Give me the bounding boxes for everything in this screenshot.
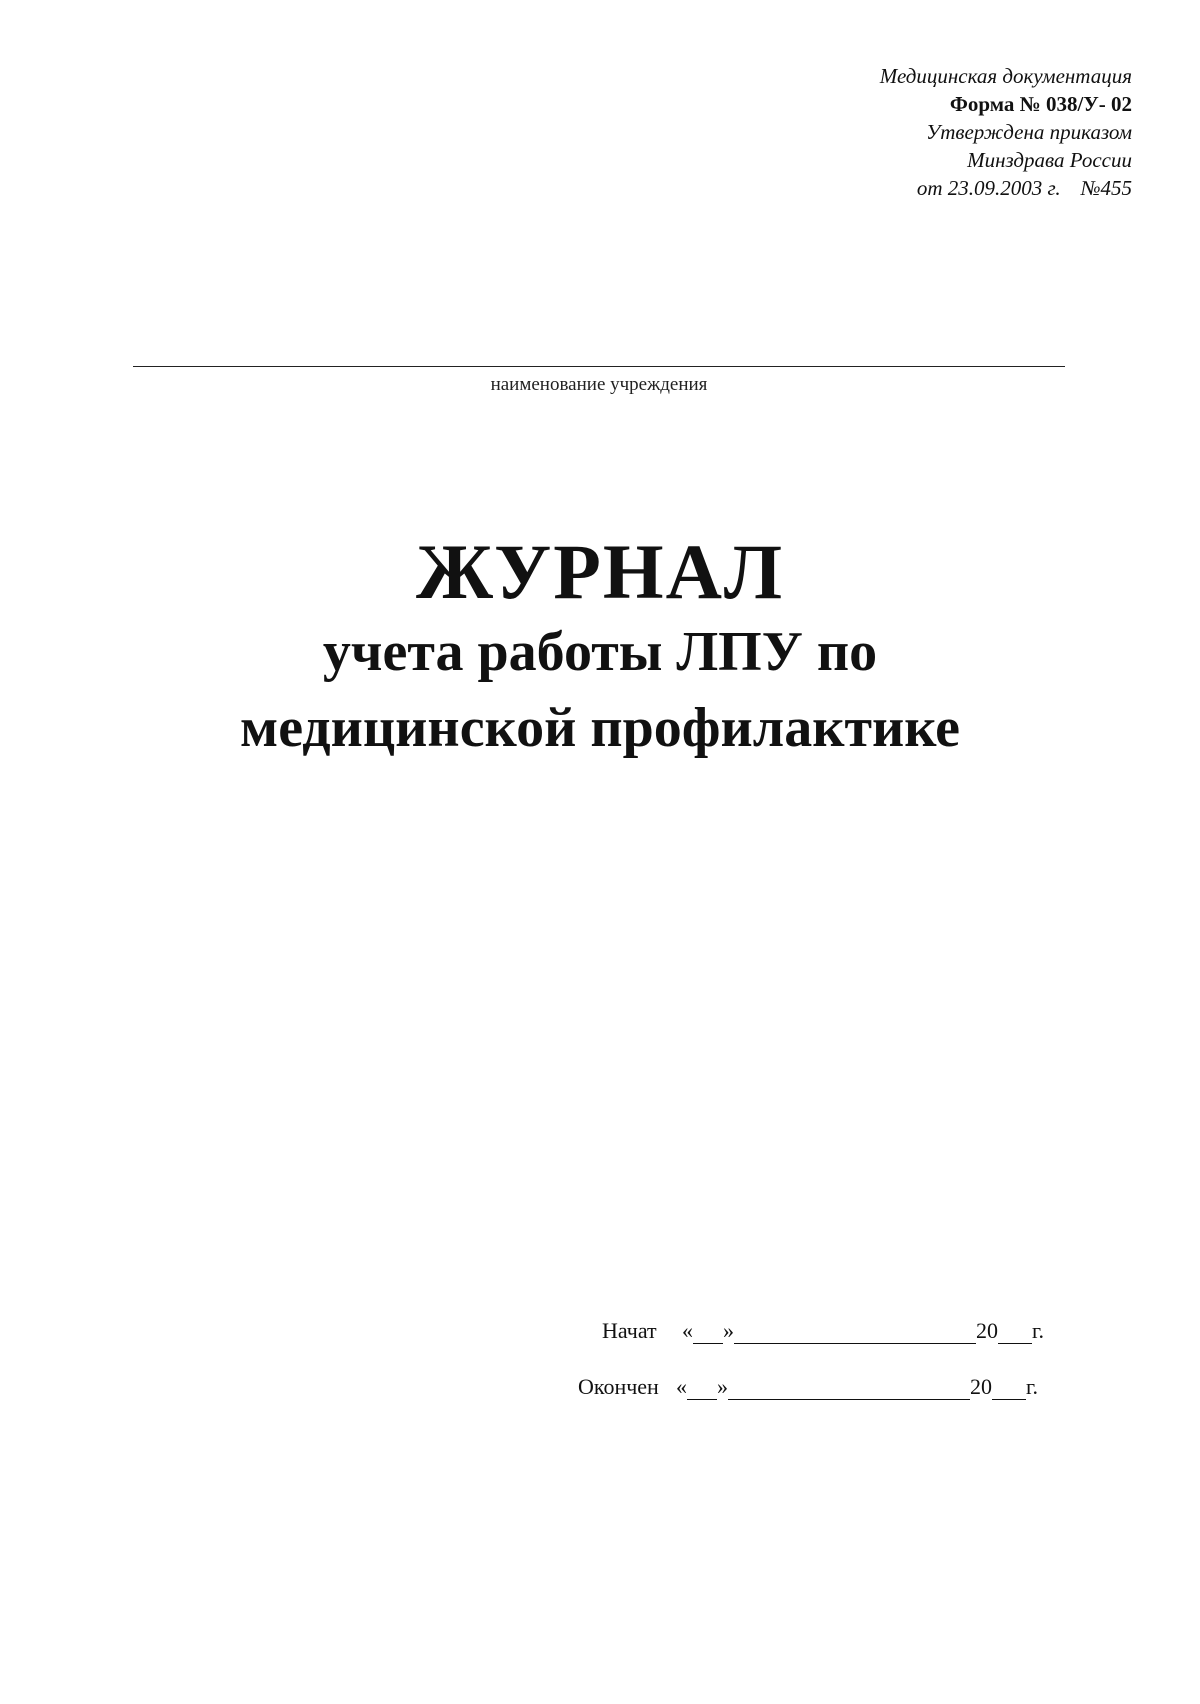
header-order [712,174,1132,202]
form-header [712,62,1132,202]
title-main: ЖУРНАЛ [415,528,785,615]
ended-year-prefix: 20 [970,1374,992,1399]
title-subtitle-line-2: медицинской профилактике [240,697,960,759]
header-order-number: №455 [1080,176,1132,200]
open-quote: « [682,1318,693,1343]
close-quote: » [723,1318,734,1343]
header-order-date: от 23.09.2003 г. [916,176,1061,200]
started-month-blank [734,1323,976,1344]
journal-dates [578,1318,1044,1430]
started-date-row [578,1318,1044,1344]
started-label: Начат [602,1318,657,1343]
ended-date-row [578,1374,1044,1400]
started-day-blank [693,1323,723,1344]
ended-year-blank [992,1379,1026,1400]
ended-day-blank [687,1379,717,1400]
title-subtitle-line-1: учета работы ЛПУ по [322,621,878,683]
close-quote: » [717,1374,728,1399]
header-ministry: Минздрава России [967,148,1132,172]
ended-month-blank [728,1379,970,1400]
header-approved: Утверждена приказом [926,120,1132,144]
started-year-suffix: г. [1032,1318,1045,1343]
ended-label: Окончен [578,1374,659,1399]
header-form-number: Форма № 038/У- 02 [949,92,1132,116]
institution-name-line [133,366,1065,367]
started-year-prefix: 20 [976,1318,998,1343]
started-year-blank [998,1323,1032,1344]
journal-title [0,530,1200,766]
ended-year-suffix: г. [1026,1374,1039,1399]
institution-caption: наименование учреждения [490,374,708,395]
header-doc-type: Медицинская документация [879,64,1132,88]
open-quote: « [676,1374,687,1399]
